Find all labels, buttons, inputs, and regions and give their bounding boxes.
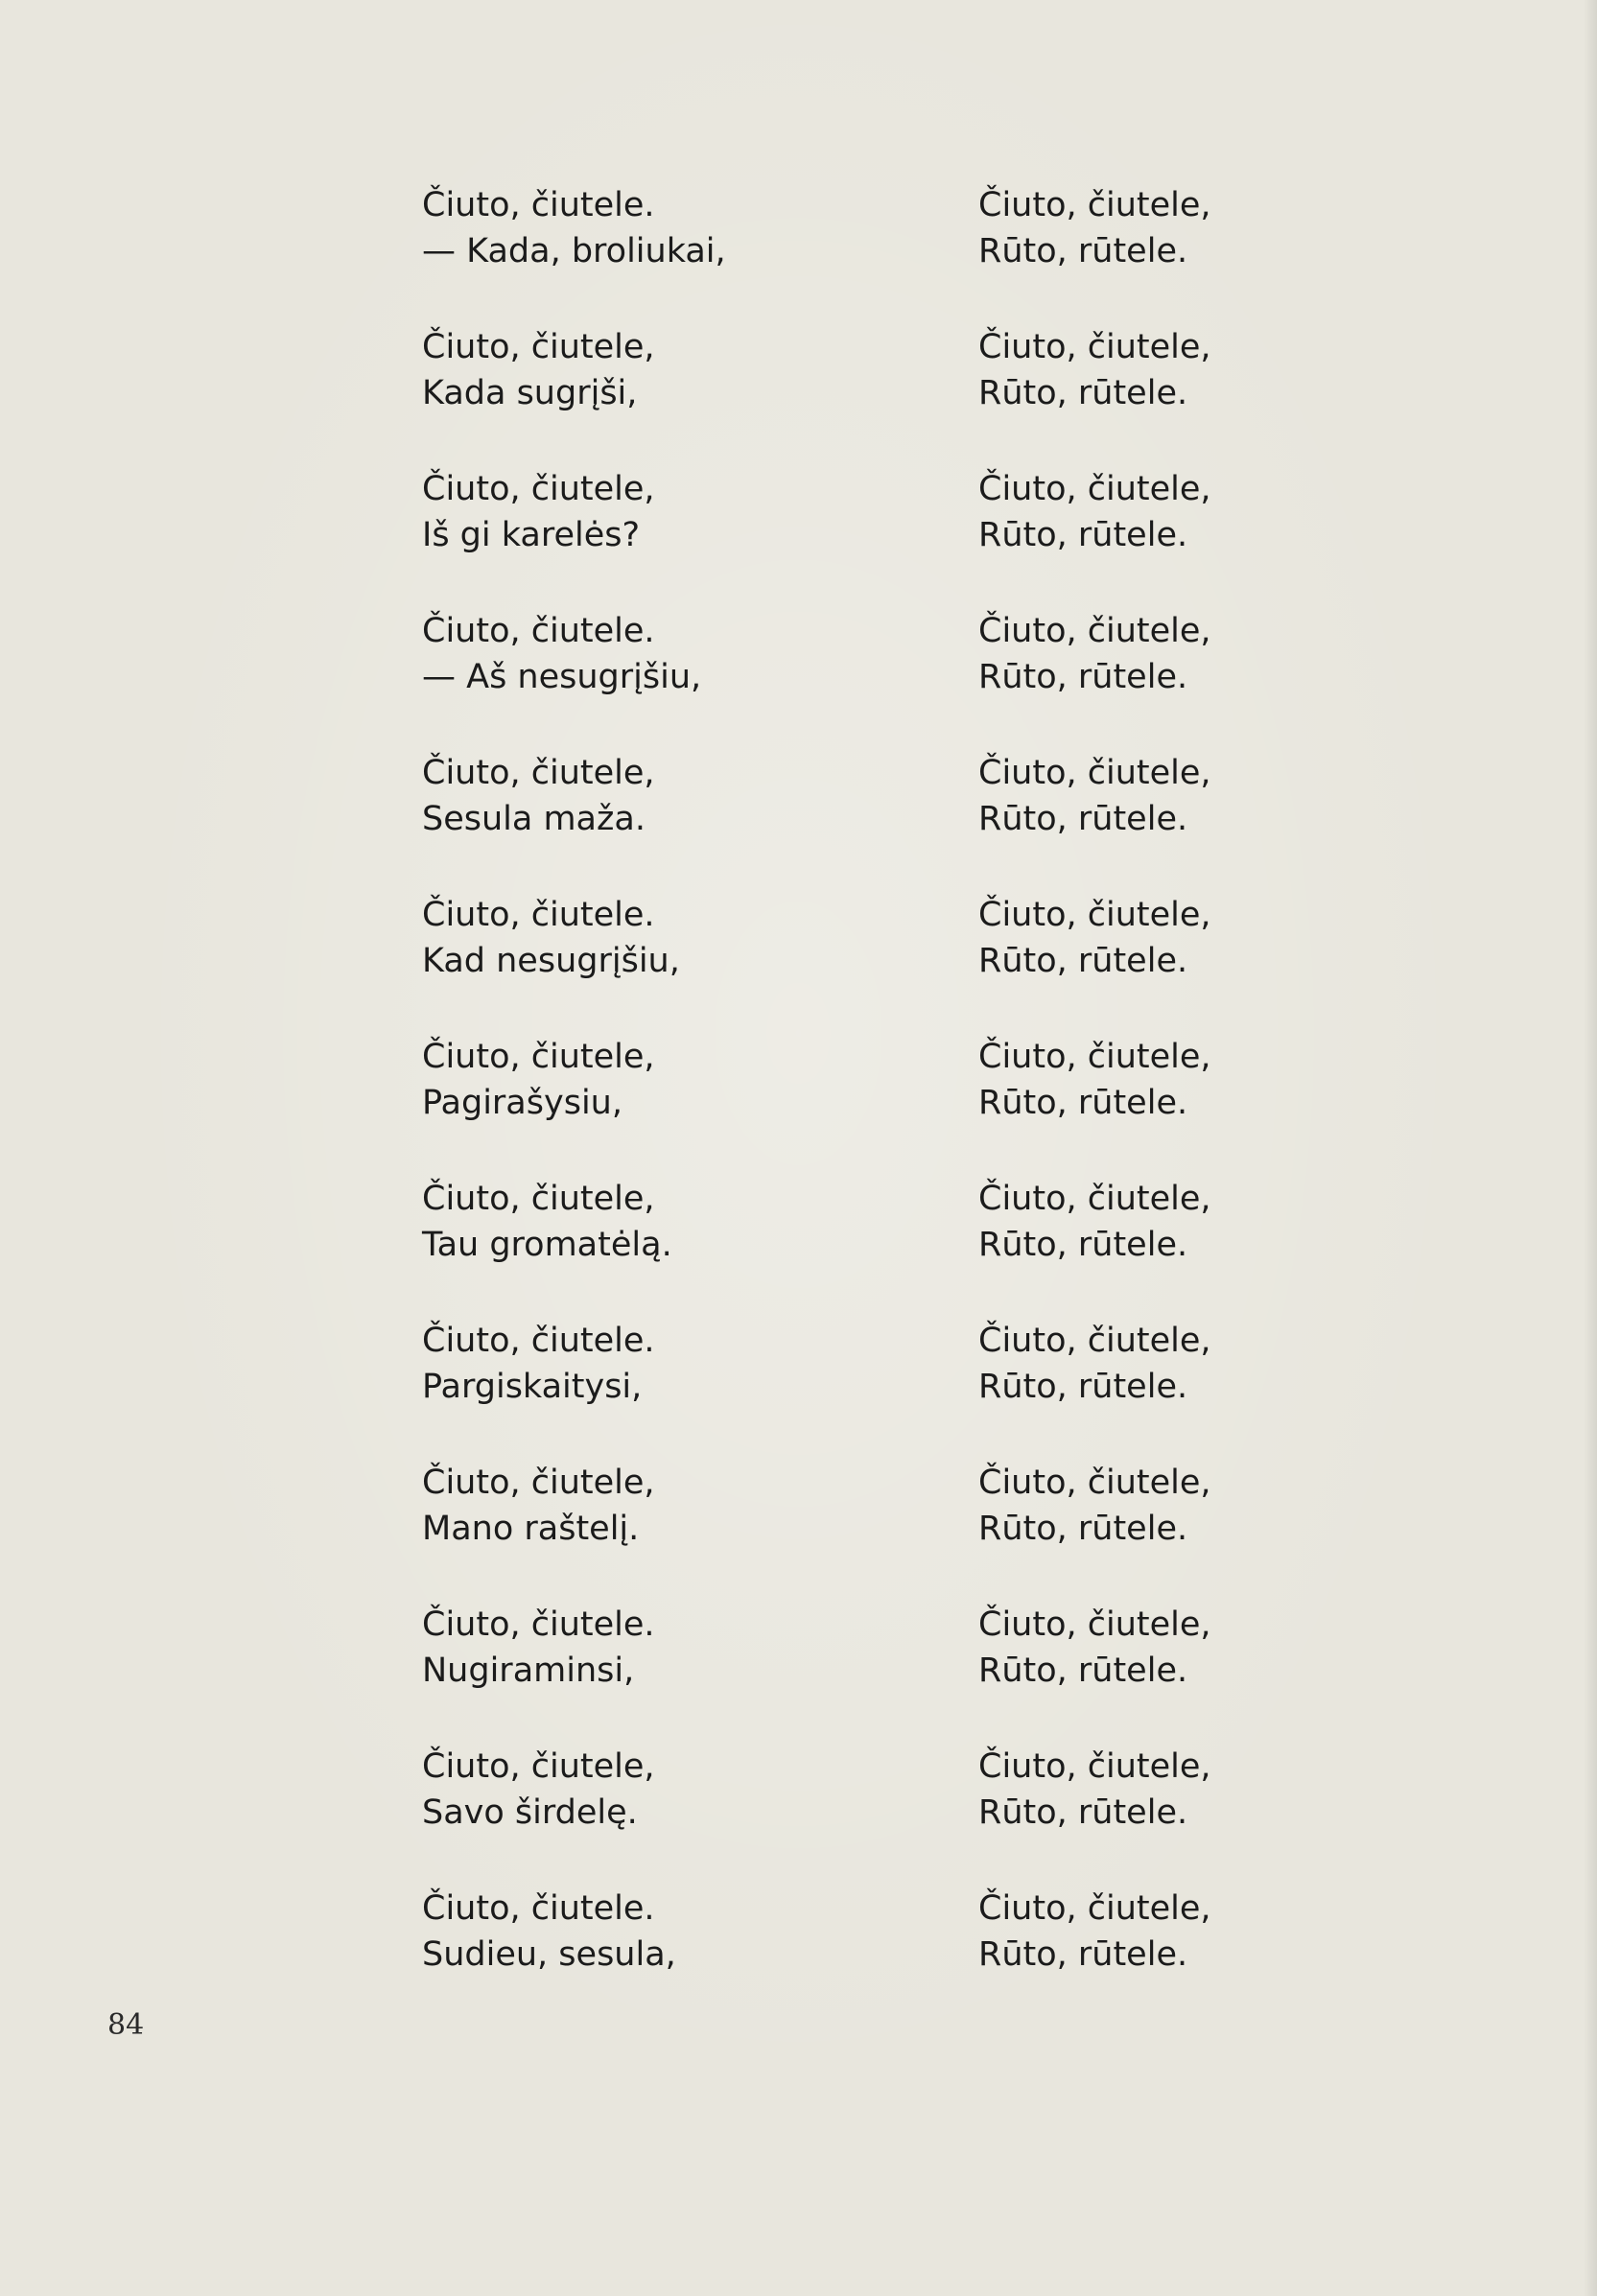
stanza	[422, 750, 882, 892]
refrain-line: Rūto, rūtele.	[978, 516, 1188, 554]
verse-line: Pargiskaitysi,	[422, 1368, 643, 1406]
verse-line: Tau gromatėlą.	[422, 1226, 672, 1264]
stanza	[978, 1460, 1420, 1602]
verse-line: Čiuto, čiutele.	[422, 896, 655, 934]
stanza	[422, 1176, 882, 1318]
refrain-line: Čiuto, čiutele,	[978, 896, 1211, 934]
verse-line: Iš gi karelės?	[422, 516, 641, 554]
stanza	[422, 1886, 882, 2027]
stanza	[422, 892, 882, 1034]
refrain-line: Rūto, rūtele.	[978, 658, 1188, 696]
verse-line: Čiuto, čiutele,	[422, 1180, 655, 1218]
stanza	[978, 750, 1420, 892]
refrain-line: Čiuto, čiutele,	[978, 1747, 1211, 1786]
stanza	[422, 608, 882, 750]
verse-line: — Aš nesugrįšiu,	[422, 658, 702, 696]
right-column	[978, 182, 1420, 2027]
verse-line: Čiuto, čiutele,	[422, 1464, 655, 1502]
verse-line: Čiuto, čiutele,	[422, 754, 655, 792]
verse-line: Čiuto, čiutele,	[422, 470, 655, 508]
stanza	[978, 1176, 1420, 1318]
stanza	[978, 466, 1420, 608]
stanza	[422, 1602, 882, 1744]
refrain-line: Čiuto, čiutele,	[978, 1180, 1211, 1218]
verse-line: Čiuto, čiutele.	[422, 186, 655, 224]
stanza	[978, 182, 1420, 324]
stanza	[978, 1602, 1420, 1744]
refrain-line: Rūto, rūtele.	[978, 1084, 1188, 1122]
verse-line: Čiuto, čiutele,	[422, 1747, 655, 1786]
stanza	[978, 324, 1420, 466]
stanza	[422, 1744, 882, 1886]
stanza	[978, 892, 1420, 1034]
refrain-line: Čiuto, čiutele,	[978, 1889, 1211, 1928]
verse-line: Kada sugrįši,	[422, 374, 638, 412]
verse-line: Sudieu, sesula,	[422, 1935, 676, 1974]
verse-line: Sesula maža.	[422, 800, 646, 838]
refrain-line: Čiuto, čiutele,	[978, 754, 1211, 792]
stanza	[422, 182, 882, 324]
page-edge-shadow	[1584, 0, 1597, 2296]
verse-line: Savo širdelę.	[422, 1793, 638, 1832]
refrain-line: Čiuto, čiutele,	[978, 1038, 1211, 1076]
verse-line: Čiuto, čiutele.	[422, 1889, 655, 1928]
refrain-line: Čiuto, čiutele,	[978, 470, 1211, 508]
verse-line: Čiuto, čiutele.	[422, 612, 655, 650]
stanza	[978, 1034, 1420, 1176]
verse-line: Pagirašysiu,	[422, 1084, 622, 1122]
stanza	[978, 608, 1420, 750]
page-number: 84	[107, 2008, 145, 2042]
refrain-line: Rūto, rūtele.	[978, 800, 1188, 838]
refrain-line: Rūto, rūtele.	[978, 1935, 1188, 1974]
refrain-line: Rūto, rūtele.	[978, 942, 1188, 980]
verse-line: Čiuto, čiutele,	[422, 1038, 655, 1076]
refrain-line: Čiuto, čiutele,	[978, 1605, 1211, 1644]
stanza	[422, 1460, 882, 1602]
refrain-line: Rūto, rūtele.	[978, 1652, 1188, 1690]
left-column	[422, 182, 882, 2027]
stanza	[978, 1744, 1420, 1886]
verse-line: Nugiraminsi,	[422, 1652, 635, 1690]
verse-line: Čiuto, čiutele.	[422, 1322, 655, 1360]
refrain-line: Rūto, rūtele.	[978, 1793, 1188, 1832]
refrain-line: Rūto, rūtele.	[978, 1226, 1188, 1264]
verse-line: — Kada, broliukai,	[422, 232, 726, 270]
refrain-line: Čiuto, čiutele,	[978, 186, 1211, 224]
verse-line: Čiuto, čiutele.	[422, 1605, 655, 1644]
verse-line: Kad nesugrįšiu,	[422, 942, 680, 980]
stanza	[422, 466, 882, 608]
refrain-line: Čiuto, čiutele,	[978, 612, 1211, 650]
refrain-line: Rūto, rūtele.	[978, 1510, 1188, 1548]
stanza	[978, 1886, 1420, 2027]
refrain-line: Rūto, rūtele.	[978, 232, 1188, 270]
refrain-line: Rūto, rūtele.	[978, 1368, 1188, 1406]
stanza	[422, 1318, 882, 1460]
verse-line: Čiuto, čiutele,	[422, 328, 655, 366]
stanza	[422, 324, 882, 466]
refrain-line: Čiuto, čiutele,	[978, 1464, 1211, 1502]
stanza	[978, 1318, 1420, 1460]
refrain-line: Rūto, rūtele.	[978, 374, 1188, 412]
refrain-line: Čiuto, čiutele,	[978, 328, 1211, 366]
verse-line: Mano raštelį.	[422, 1510, 640, 1548]
stanza	[422, 1034, 882, 1176]
refrain-line: Čiuto, čiutele,	[978, 1322, 1211, 1360]
